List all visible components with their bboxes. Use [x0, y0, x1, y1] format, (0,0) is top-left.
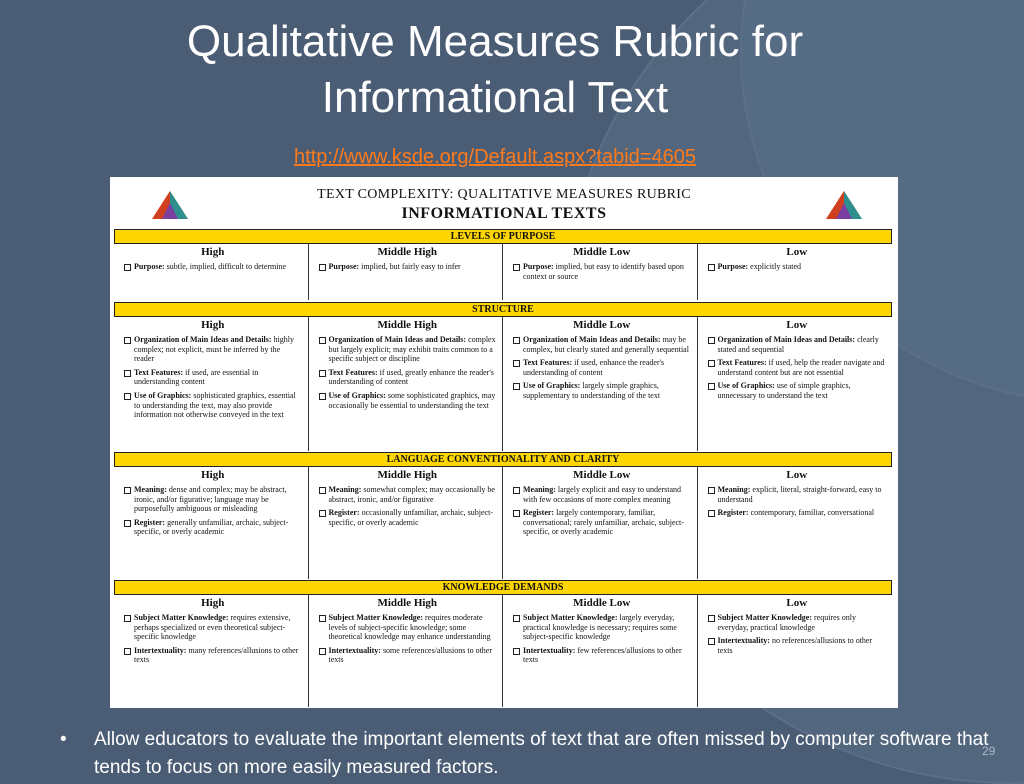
rubric-column [698, 317, 893, 451]
rubric-item [319, 391, 497, 410]
rubric-item-text: explicit, literal, straight-forward, easy to understand [717, 485, 882, 504]
rubric-item-text: largely simple graphics, supplementary to understanding of the text [523, 381, 661, 400]
rubric-item-label: Subject Matter Knowledge: [717, 613, 812, 622]
source-link[interactable]: http://www.ksde.org/Default.aspx?tabid=4605 [294, 146, 696, 168]
rubric-item [319, 368, 497, 387]
rubric-item-text: may be complex, but clearly stated and generally sequential [523, 335, 689, 354]
rubric-columns [114, 595, 892, 707]
section-title: LEVELS OF PURPOSE [114, 229, 892, 244]
slide-title [60, 14, 930, 126]
rubric-item-text: use of simple graphics, unnecessary to understand the text [717, 381, 851, 400]
rubric-section [114, 302, 892, 451]
rubric-item-text: if used, are essential in understanding content [134, 367, 259, 387]
rubric-column [114, 467, 309, 579]
rubric-item-label: Intertextuality: [717, 636, 770, 646]
rubric-item [319, 262, 497, 272]
rubric-item-label: Purpose: [523, 262, 554, 271]
rubric-item [513, 613, 691, 642]
rubric-item [124, 518, 302, 537]
rubric-item-text: if used, enhance the reader's understanding of content [523, 358, 665, 377]
rubric-column [309, 595, 504, 707]
rubric-section [114, 452, 892, 579]
rubric-document [110, 177, 898, 708]
rubric-item-label: Use of Graphics: [134, 390, 192, 400]
rubric-item [124, 485, 302, 514]
rubric-item [513, 262, 691, 281]
rubric-item-label: Purpose: [134, 262, 165, 271]
bullet-dot: • [60, 729, 67, 750]
rubric-item [708, 485, 887, 504]
rubric-item [513, 381, 691, 400]
rubric-item-text: somewhat complex; may occasionally be abstract, ironic, and/or figurative [328, 485, 495, 504]
rubric-item-label: Use of Graphics: [523, 381, 581, 391]
rubric-item-label: Organization of Main Ideas and Details: [328, 335, 467, 344]
column-header: High [201, 597, 225, 609]
rubric-column [503, 467, 698, 579]
column-header: Middle Low [573, 469, 631, 481]
rubric-item-label: Text Features: [134, 367, 184, 377]
rubric-item-text: dense and complex; may be abstract, ironic, and/or figurative; language may be purposefully ambiguous or misleading [134, 485, 287, 514]
rubric-item [513, 508, 691, 537]
section-title: KNOWLEDGE DEMANDS [114, 580, 892, 595]
rubric-item-text: subtle, implied, difficult to determine [164, 262, 287, 271]
page-number: 29 [982, 744, 996, 758]
rubric-item-label: Use of Graphics: [717, 381, 775, 391]
column-header: Middle High [377, 469, 438, 481]
rubric-item [513, 485, 691, 504]
column-header: Middle High [377, 597, 438, 609]
rubric-column [698, 595, 893, 707]
rubric-item-label: Meaning: [717, 485, 751, 494]
rubric-item-text: implied, but fairly easy to infer [359, 262, 461, 271]
rubric-item-label: Register: [134, 517, 166, 527]
rubric-item-text: explicitly stated [748, 262, 802, 271]
rubric-item-label: Subject Matter Knowledge: [328, 613, 423, 622]
rubric-item [513, 646, 691, 665]
rubric-item-label: Text Features: [523, 358, 573, 368]
rubric-item-label: Subject Matter Knowledge: [134, 613, 229, 622]
rubric-item-text: some references/allusions to other texts [328, 645, 493, 665]
rubric-item-label: Intertextuality: [523, 645, 576, 655]
rubric-item-label: Organization of Main Ideas and Details: [134, 335, 272, 344]
doc-heading: TEXT COMPLEXITY: QUALITATIVE MEASURES RUBRIC [317, 187, 691, 202]
column-header: Middle High [377, 246, 438, 258]
rubric-column [698, 244, 893, 300]
rubric-item-text: requires only everyday, practical knowledge [717, 613, 856, 632]
rubric-columns [114, 244, 892, 300]
column-header: Low [786, 469, 808, 481]
column-header: Low [786, 319, 808, 331]
rubric-section [114, 580, 892, 707]
rubric-column [114, 595, 309, 707]
rubric-item [708, 262, 887, 272]
rubric-item [319, 613, 497, 642]
rubric-item-text: largely explicit and easy to understand with few occasions of more complex meaning [523, 485, 682, 504]
rubric-item [319, 646, 497, 665]
rubric-columns [114, 317, 892, 451]
rubric-item [124, 613, 302, 642]
rubric-item-label: Meaning: [523, 485, 556, 494]
rubric-item-label: Use of Graphics: [328, 390, 386, 400]
rubric-item-label: Subject Matter Knowledge: [523, 613, 618, 622]
rubric-item [319, 335, 497, 364]
rubric-column [503, 244, 698, 300]
rubric-column [114, 244, 309, 300]
rubric-column [309, 244, 504, 300]
rubric-item-label: Text Features: [328, 367, 378, 377]
rubric-column [114, 317, 309, 451]
rubric-item [319, 508, 497, 527]
column-header: High [201, 319, 225, 331]
column-header: High [201, 246, 225, 258]
column-header: Low [786, 597, 808, 609]
rubric-column [698, 467, 893, 579]
column-header: Middle Low [573, 319, 631, 331]
rubric-item-text: requires extensive, perhaps specialized or even theoretical subject-specific knowledge [134, 613, 291, 642]
rubric-item [708, 636, 887, 655]
rubric-item-label: Register: [523, 508, 555, 518]
rubric-item [708, 613, 887, 632]
bullet-text: Allow educators to evaluate the important elements of text that are often missed by computer software that tends to focus on more easily measured factors. [94, 729, 989, 778]
rubric-item [513, 335, 691, 354]
rubric-item-label: Organization of Main Ideas and Details: [523, 335, 661, 344]
rubric-item-label: Meaning: [134, 485, 167, 494]
rubric-item-text: generally unfamiliar, archaic, subject-specific, or overly academic [134, 517, 289, 537]
rubric-item-text: highly complex; not explicit, must be inferred by the reader [134, 335, 295, 364]
rubric-item [124, 262, 302, 272]
rubric-item [124, 391, 302, 420]
rubric-item-text: occasionally unfamiliar, archaic, subject-specific, or overly academic [328, 508, 493, 527]
rubric-item-label: Intertextuality: [328, 645, 381, 655]
rubric-item [124, 646, 302, 665]
rubric-item [708, 335, 887, 354]
rubric-item-text: contemporary, familiar, conversational [748, 508, 875, 518]
rubric-item-text: complex but largely explicit; may exhibit traits common to a specific subject or discipline [328, 335, 496, 364]
rubric-item-text: requires moderate levels of subject-specific knowledge; some theoretical knowledge may enhance understanding [328, 613, 491, 642]
rubric-item [708, 508, 887, 518]
rubric-item-label: Register: [328, 508, 360, 518]
rubric-column [309, 317, 504, 451]
section-title: LANGUAGE CONVENTIONALITY AND CLARITY [114, 452, 892, 467]
rubric-item-label: Intertextuality: [134, 645, 187, 655]
column-header: Middle Low [573, 597, 631, 609]
rubric-item [124, 335, 302, 364]
rubric-item-text: some sophisticated graphics, may occasionally be essential to understanding the text [328, 390, 496, 410]
rubric-item-text: implied, but easy to identify based upon context or source [523, 262, 684, 281]
rubric-item-text: few references/allusions to other texts [523, 645, 682, 665]
rubric-item-text: clearly stated and sequential [717, 335, 879, 354]
rubric-item-text: largely everyday, practical knowledge is necessary; requires some subject-specific knowledge [523, 613, 677, 642]
rubric-item-label: Meaning: [328, 485, 362, 494]
rubric-column [309, 467, 504, 579]
rubric-item-text: many references/allusions to other texts [134, 645, 299, 665]
rubric-item-text: no references/allusions to other texts [717, 636, 873, 655]
slide-title-line2: Informational Text [321, 73, 669, 122]
rubric-item-label: Purpose: [717, 262, 749, 271]
rubric-item-label: Purpose: [328, 262, 360, 271]
section-title: STRUCTURE [114, 302, 892, 317]
rubric-column [503, 317, 698, 451]
rubric-item-label: Register: [717, 508, 749, 518]
column-header: Middle High [377, 319, 438, 331]
rubric-item [319, 485, 497, 504]
rubric-section [114, 229, 892, 300]
rubric-item-text: largely contemporary, familiar, conversational; rarely unfamiliar, archaic, subject-specific, or overly academic [523, 508, 684, 537]
rubric-item-text: if used, help the reader navigate and understand content but are not essential [717, 358, 885, 377]
slide-title-line1: Qualitative Measures Rubric for [186, 17, 804, 66]
rubric-columns [114, 467, 892, 579]
column-header: High [201, 469, 225, 481]
rubric-item [124, 368, 302, 387]
rubric-item-label: Text Features: [717, 358, 767, 368]
rubric-item [708, 381, 887, 400]
rubric-item [513, 358, 691, 377]
rubric-item-text: if used, greatly enhance the reader's understanding of content [328, 367, 494, 387]
rubric-item [708, 358, 887, 377]
column-header: Middle Low [573, 246, 631, 258]
column-header: Low [786, 246, 808, 258]
rubric-item-label: Organization of Main Ideas and Details: [717, 335, 856, 344]
rubric-item-text: sophisticated graphics, essential to understanding the text, may also provide information not otherwise conveyed in the text [134, 390, 296, 420]
rubric-column [503, 595, 698, 707]
doc-subheading: INFORMATIONAL TEXTS [401, 205, 607, 222]
